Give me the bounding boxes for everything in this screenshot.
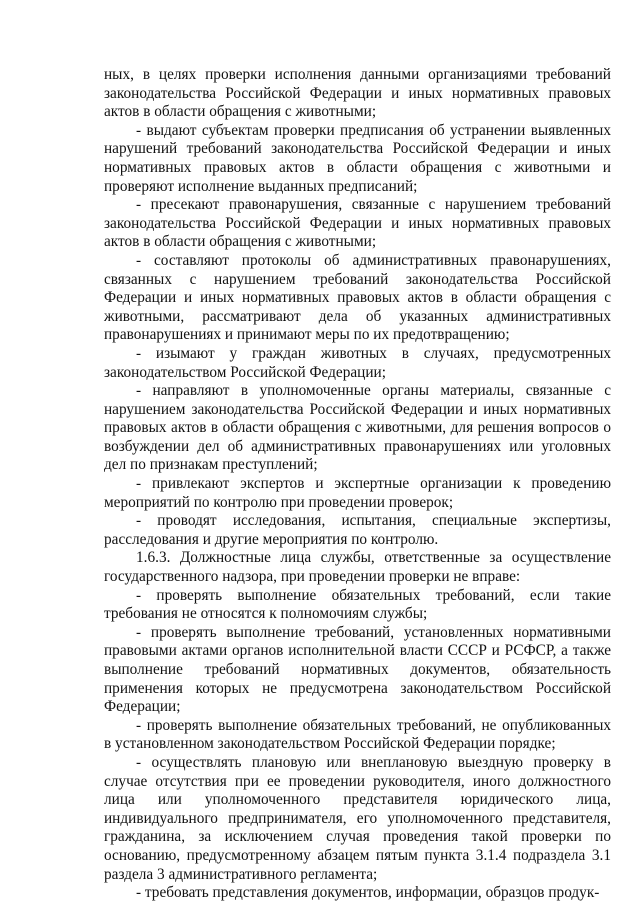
list-item: - проводят исследования, испытания, специальные экспертизы, расследования и другие мероприятия по контролю. bbox=[104, 512, 611, 548]
list-item: - проверять выполнение обязательных требований, если такие требования не относятся к полномочиям службы; bbox=[104, 586, 611, 623]
section-paragraph: 1.6.3. Должностные лица службы, ответственные за осуществление государственного надзора, при проведении проверки не вправе: bbox=[104, 549, 611, 586]
list-item: - выдают субъектам проверки предписания об устранении выявленных нарушений требований законодательства Российской Федерации и иных нормативных правовых актов в области обращения с животными и проверяют исполнение выданных предписаний; bbox=[104, 121, 611, 195]
paragraph-continuation: ных, в целях проверки исполнения данными организациями требований законодательства Российской Федерации и иных нормативных правовых актов в области обращения с животными; bbox=[104, 66, 611, 121]
list-item: - проверять выполнение требований, установленных нормативными правовыми актами органов исполнительной власти СССР и РСФСР, а также выполнение требований нормативных документов, обязательность применения которых не предусмотрена законодательством Российской Федерации; bbox=[104, 623, 611, 716]
list-item: - изымают у граждан животных в случаях, предусмотренных законодательством Российской Федерации; bbox=[104, 344, 611, 381]
list-item: - составляют протоколы об административных правонарушениях, связанных с нарушением требований законодательства Российской Федерации и иных нормативных правовых актов в области обращения с животными, рассматривают дела об указанных административных правонарушениях и принимают меры по их предотвращению; bbox=[104, 251, 611, 344]
list-item: - привлекают экспертов и экспертные организации к проведению мероприятий по контролю при проведении проверок; bbox=[104, 475, 611, 511]
document-page bbox=[104, 66, 611, 903]
list-item: - проверять выполнение обязательных требований, не опубликованных в установленном законодательством Российской Федерации порядке; bbox=[104, 716, 611, 753]
list-item: - пресекают правонарушения, связанные с нарушением требований законодательства Российской Федерации и иных нормативных правовых актов в области обращения с животными; bbox=[104, 196, 611, 251]
list-item: - осуществлять плановую или внеплановую выездную проверку в случае отсутствия при ее проведении руководителя, иного должностного лица или уполномоченного представителя юридического лица, индивидуального предпринимателя, его уполномоченного представителя, гражданина, за исключением случая проведения такой проверки по основанию, предусмотренному абзацем пятым пункта 3.1.4 подраздела 3.1 раздела 3 административного регламента; bbox=[104, 753, 611, 883]
list-item: - требовать представления документов, информации, образцов продук- bbox=[136, 884, 600, 902]
list-item: - направляют в уполномоченные органы материалы, связанные с нарушением законодательства Российской Федерации и иных нормативных правовых актов в области обращения с животными, для решения вопросов о возбуждении дел об административных правонарушениях или уголовных дел по признакам преступлений; bbox=[104, 382, 611, 474]
